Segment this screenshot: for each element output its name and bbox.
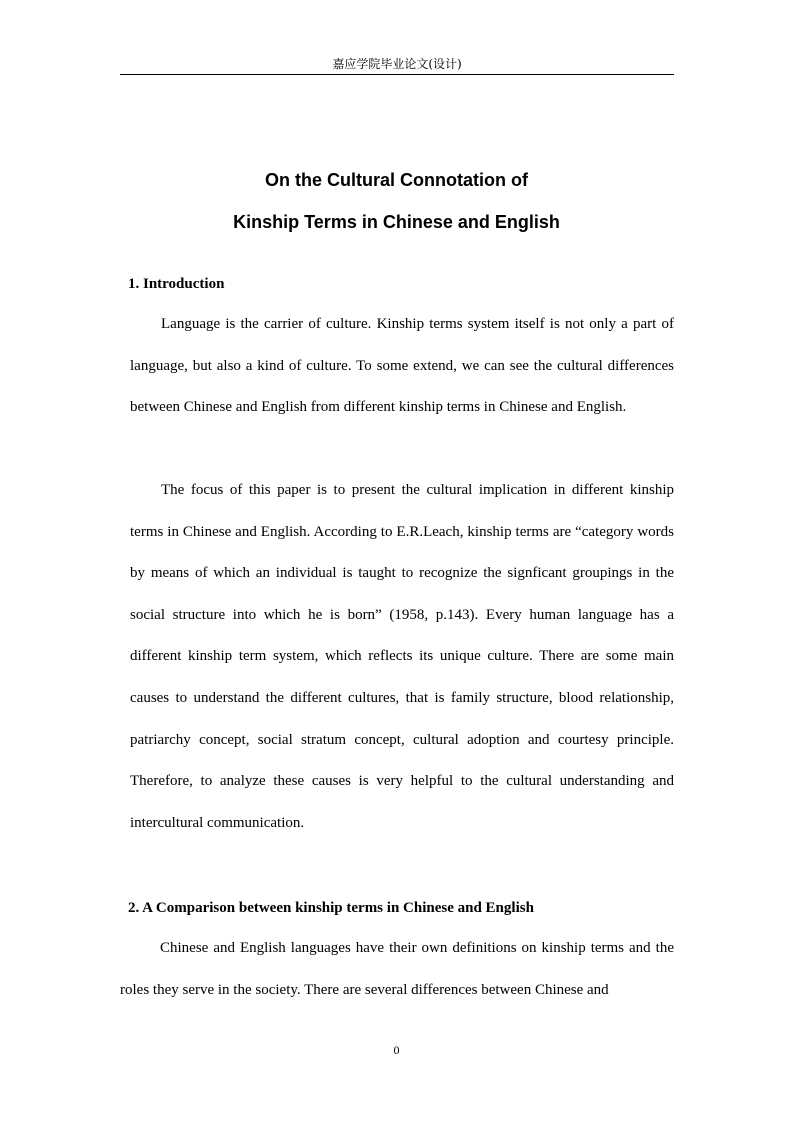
header-rule [120, 74, 674, 75]
running-header: 嘉应学院毕业论文(设计) [332, 57, 462, 71]
intro-paragraph-2: The focus of this paper is to present the cultural implication in different kinship terms in Chinese and English. According to E.R.Leach, kinship terms are “category words by means of which an individual is taught to recognize the signficant groupings in the social structure into which he is born” (1958, p.143). Every human language has a different kinship term system, which reflects its unique culture. There are some main causes to understand the different cultures, that is family structure, blood relationship, patriarchy concept, social stratum concept, cultural adoption and courtesy principle. Therefore, to analyze these causes is very helpful to the cultural understanding and intercultural communication. [130, 482, 674, 831]
section-heading-introduction: 1. Introduction [128, 276, 225, 292]
paper-title-line-2: Kinship Terms in Chinese and English [233, 212, 560, 232]
intro-paragraph-1: Language is the carrier of culture. Kinship terms system itself is not only a part of language, but also a kind of culture. To some extend, we can see the cultural differences between Chinese and English from different kinship terms in Chinese and English. [130, 316, 674, 416]
comparison-paragraph-1: Chinese and English languages have their own definitions on kinship terms and the roles they serve in the society. There are several differences between Chinese and [120, 940, 674, 998]
paper-title-line-1: On the Cultural Connotation of [265, 170, 528, 190]
section-heading-comparison: 2. A Comparison between kinship terms in Chinese and English [128, 900, 534, 916]
page-number: 0 [393, 1043, 400, 1057]
